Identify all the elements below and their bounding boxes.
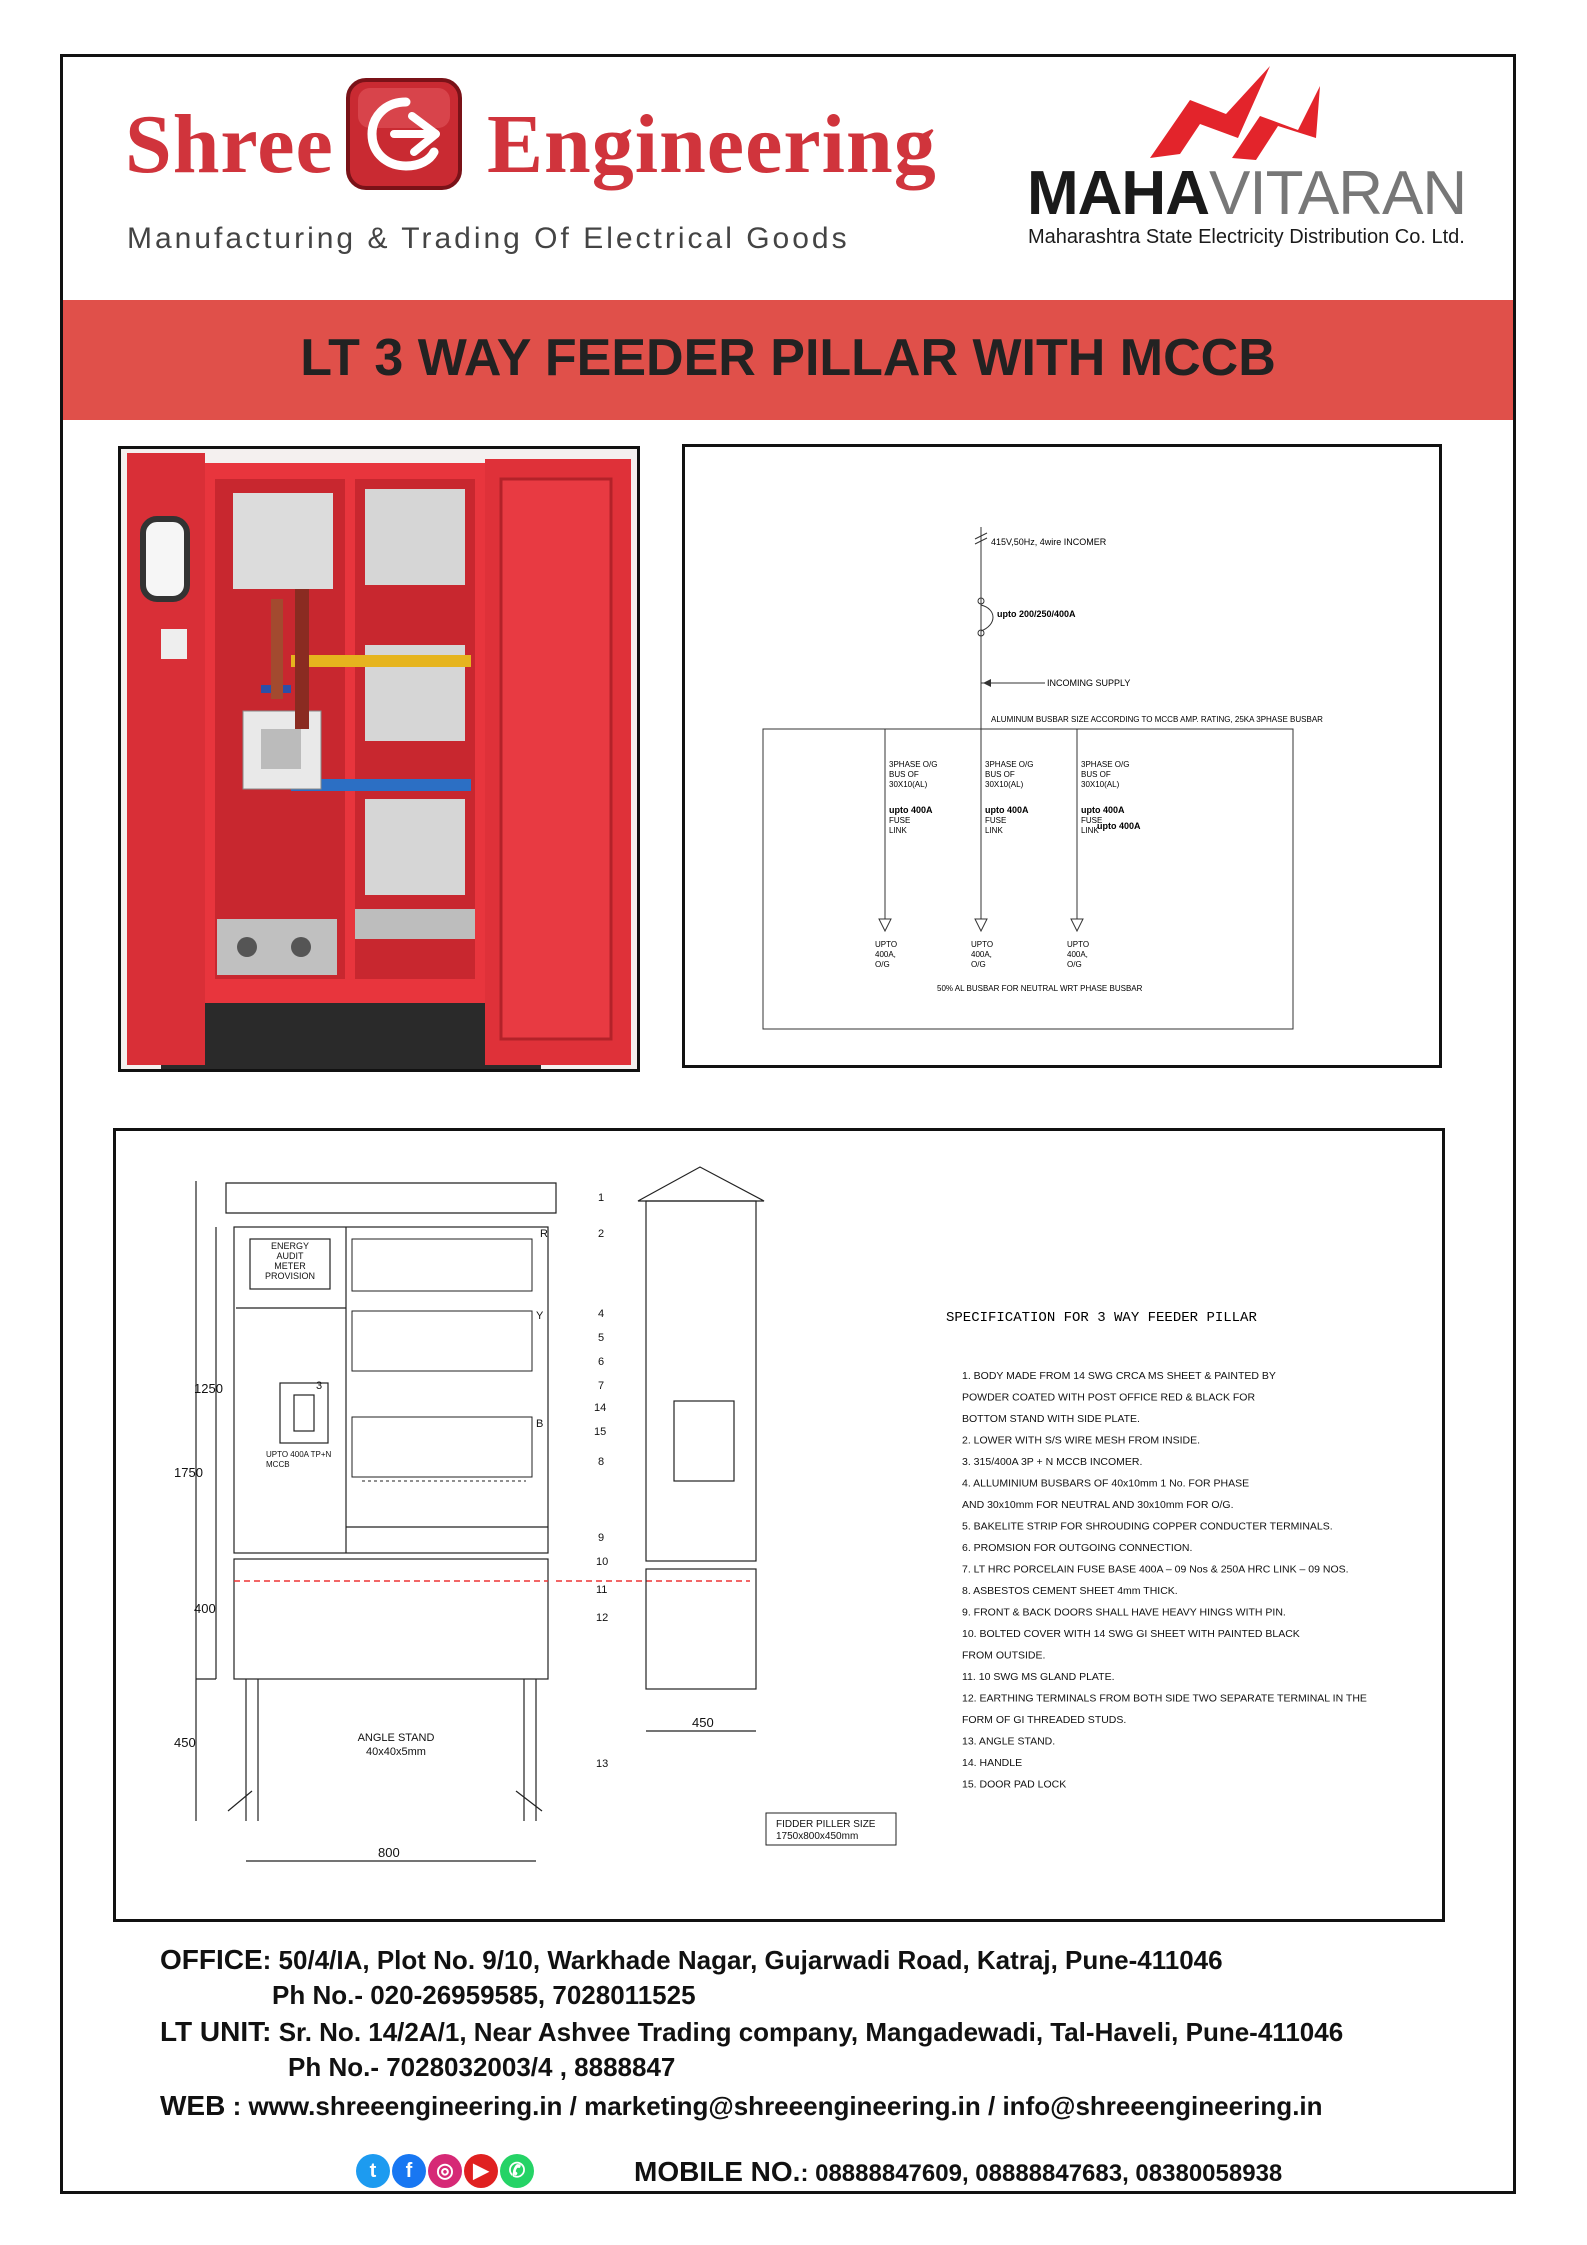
svg-text:8: 8 xyxy=(598,1456,605,1468)
dim-base-height: 400 xyxy=(194,1601,216,1616)
energy-audit-l1: ENERGY xyxy=(270,1241,310,1251)
facebook-icon[interactable]: f xyxy=(392,2154,426,2188)
svg-text:O/G: O/G xyxy=(971,960,986,969)
spec-line: 6. PROMSION FOR OUTGOING CONNECTION. xyxy=(962,1542,1193,1554)
sld-neutral-note: 50% AL BUSBAR FOR NEUTRAL WRT PHASE BUSBAR xyxy=(937,984,1143,993)
lt-unit-address: Sr. No. 14/2A/1, Near Ashvee Trading company, Mangadewadi, Tal-Haveli, Pune-411046 xyxy=(278,2017,1344,2047)
web-label: WEB xyxy=(160,2090,226,2121)
svg-text:O/G: O/G xyxy=(875,960,890,969)
spec-line: 15. DOOR PAD LOCK xyxy=(962,1778,1067,1791)
svg-text:3PHASE O/G: 3PHASE O/G xyxy=(1081,760,1130,769)
svg-text:9: 9 xyxy=(598,1532,605,1544)
svg-text:4: 4 xyxy=(598,1308,605,1320)
engineering-drawing xyxy=(113,1128,1445,1922)
spec-line: FORM OF GI THREADED STUDS. xyxy=(962,1714,1127,1726)
svg-text:10: 10 xyxy=(596,1556,609,1568)
svg-text:UPTO: UPTO xyxy=(1067,940,1090,949)
partner-logo-word-1: MAHA xyxy=(1027,159,1209,228)
energy-audit-l4: PROVISION xyxy=(264,1271,316,1281)
spec-line: BOTTOM STAND WITH SIDE PLATE. xyxy=(962,1413,1140,1425)
spec-line: 10. BOLTED COVER WITH 14 SWG GI SHEET WITH PAINTED BLACK xyxy=(962,1628,1300,1640)
lt-unit-label: LT UNIT: xyxy=(160,2016,272,2047)
svg-text:7: 7 xyxy=(598,1380,605,1392)
feeder-pillar-illustration xyxy=(121,449,637,1069)
lt-unit-row xyxy=(160,2016,1343,2048)
svg-text:3: 3 xyxy=(316,1380,323,1392)
svg-text:11: 11 xyxy=(596,1584,608,1596)
sld-breaker: upto 200/250/400A xyxy=(997,609,1076,619)
svg-text:O/G: O/G xyxy=(1067,960,1082,969)
spec-list xyxy=(962,1370,1367,1791)
spec-line: 11. 10 SWG MS GLAND PLATE. xyxy=(962,1671,1115,1683)
svg-text:3PHASE O/G: 3PHASE O/G xyxy=(985,760,1034,769)
spec-line: 8. ASBESTOS CEMENT SHEET 4mm THICK. xyxy=(962,1585,1178,1597)
dim-width: 800 xyxy=(378,1845,400,1860)
svg-text:FUSE: FUSE xyxy=(1081,816,1103,825)
svg-text:30X10(AL): 30X10(AL) xyxy=(1081,780,1120,789)
spec-line: 2. LOWER WITH S/S WIRE MESH FROM INSIDE. xyxy=(962,1434,1201,1447)
spec-title: SPECIFICATION FOR 3 WAY FEEDER PILLAR xyxy=(946,1310,1257,1326)
brand-word-1: Shree xyxy=(125,98,334,191)
callout-numbers xyxy=(316,1192,608,1770)
mccb-label-l1: UPTO 400A TP+N xyxy=(266,1450,332,1459)
svg-text:FUSE: FUSE xyxy=(889,816,911,825)
spec-line: 14. HANDLE xyxy=(962,1757,1023,1769)
mobile-label: MOBILE NO. xyxy=(634,2156,801,2187)
svg-text:upto 400A: upto 400A xyxy=(1081,805,1125,815)
svg-text:1750x800x450mm: 1750x800x450mm xyxy=(776,1831,859,1842)
svg-text:BUS OF: BUS OF xyxy=(985,770,1015,779)
svg-text:30X10(AL): 30X10(AL) xyxy=(889,780,928,789)
partner-logo-word-2: VITARAN xyxy=(1208,159,1467,228)
tagline: Manufacturing & Trading Of Electrical Goods xyxy=(127,222,850,255)
spec-line: 3. 315/400A 3P + N MCCB INCOMER. xyxy=(962,1456,1143,1468)
spec-line: 5. BAKELITE STRIP FOR SHROUDING COPPER CONDUCTER TERMINALS. xyxy=(962,1520,1333,1533)
single-line-diagram xyxy=(682,444,1442,1068)
sld-incoming: INCOMING SUPPLY xyxy=(1047,678,1131,688)
dim-stand-height: 450 xyxy=(174,1735,196,1750)
svg-text:UPTO: UPTO xyxy=(875,940,898,949)
twitter-icon[interactable]: t xyxy=(356,2154,390,2188)
spec-line: 7. LT HRC PORCELAIN FUSE BASE 400A – 09 Nos & 250A HRC LINK – 09 NOS. xyxy=(962,1563,1349,1576)
svg-text:30X10(AL): 30X10(AL) xyxy=(985,780,1024,789)
svg-text:LINK: LINK xyxy=(889,826,907,835)
size-box xyxy=(766,1813,896,1845)
mccb-label-l2: MCCB xyxy=(266,1460,290,1469)
web-row xyxy=(160,2090,1323,2122)
office-phone: Ph No.- 020-26959585, 7028011525 xyxy=(272,1980,696,2010)
svg-text:FIDDER PILLER SIZE: FIDDER PILLER SIZE xyxy=(776,1819,876,1830)
svg-text:FUSE: FUSE xyxy=(985,816,1007,825)
brand-word-2: Engineering xyxy=(487,98,937,191)
lt-unit-phone: Ph No.- 7028032003/4 , 8888847 xyxy=(288,2052,676,2082)
page-title: LT 3 WAY FEEDER PILLAR WITH MCCB xyxy=(300,329,1276,387)
spec-line: 12. EARTHING TERMINALS FROM BOTH SIDE TWO SEPARATE TERMINAL IN THE xyxy=(962,1692,1367,1705)
product-photo xyxy=(118,446,640,1072)
svg-text:BUS OF: BUS OF xyxy=(1081,770,1111,779)
web-value: : www.shreeengineering.in / marketing@shreeengineering.in / info@shreeengineering.in xyxy=(232,2091,1323,2121)
spec-line: AND 30x10mm FOR NEUTRAL AND 30x10mm FOR O/G. xyxy=(962,1499,1234,1511)
sld-feeder-1 xyxy=(875,760,937,969)
brand-logo-icon xyxy=(344,76,464,192)
svg-text:400A,: 400A, xyxy=(971,950,992,959)
title-banner xyxy=(63,300,1513,420)
phase-r: R xyxy=(540,1228,548,1240)
mobile-row xyxy=(634,2156,1282,2188)
spec-line: 9. FRONT & BACK DOORS SHALL HAVE HEAVY HINGS WITH PIN. xyxy=(962,1606,1286,1619)
spec-line: 4. ALLUMINIUM BUSBARS OF 40x10mm 1 No. FOR PHASE xyxy=(962,1477,1250,1490)
office-row xyxy=(160,1944,1223,1976)
whatsapp-icon[interactable]: ✆ xyxy=(500,2154,534,2188)
sld-extra-rating: upto 400A xyxy=(1097,821,1141,831)
spec-line: 1. BODY MADE FROM 14 SWG CRCA MS SHEET & PAINTED BY xyxy=(962,1370,1276,1382)
spec-line: 13. ANGLE STAND. xyxy=(962,1735,1056,1748)
partner-subtitle: Maharashtra State Electricity Distribution Co. Ltd. xyxy=(1028,226,1465,248)
instagram-icon[interactable]: ◎ xyxy=(428,2154,462,2188)
svg-text:LINK: LINK xyxy=(985,826,1003,835)
energy-audit-l3: METER xyxy=(274,1261,306,1271)
svg-text:15: 15 xyxy=(594,1426,607,1438)
phase-b: B xyxy=(536,1418,544,1430)
stand-label-l2: 40x40x5mm xyxy=(366,1746,426,1758)
svg-text:BUS OF: BUS OF xyxy=(889,770,919,779)
dim-depth: 450 xyxy=(692,1715,714,1730)
svg-text:13: 13 xyxy=(596,1758,609,1770)
sld-feeder-3 xyxy=(1067,760,1141,969)
svg-text:12: 12 xyxy=(596,1612,609,1624)
sld-incomer: 415V,50Hz, 4wire INCOMER xyxy=(991,537,1107,547)
drawing-canvas xyxy=(116,1131,1442,1919)
phase-y: Y xyxy=(536,1310,544,1322)
svg-text:400A,: 400A, xyxy=(1067,950,1088,959)
dim-total-height: 1750 xyxy=(174,1465,203,1480)
svg-text:2: 2 xyxy=(598,1228,605,1240)
mobile-value: : 08888847609, 08888847683, 08380058938 xyxy=(800,2160,1283,2187)
fuse-rows xyxy=(352,1239,532,1481)
svg-text:upto 400A: upto 400A xyxy=(985,805,1029,815)
spec-line: FROM OUTSIDE. xyxy=(962,1649,1046,1662)
svg-text:3PHASE O/G: 3PHASE O/G xyxy=(889,760,938,769)
energy-audit-l2: AUDIT xyxy=(276,1251,304,1261)
svg-text:1: 1 xyxy=(598,1192,605,1204)
sld-feeder-2 xyxy=(971,760,1033,969)
youtube-icon[interactable]: ▶ xyxy=(464,2154,498,2188)
office-address: : 50/4/IA, Plot No. 9/10, Warkhade Nagar, Gujarwadi Road, Katraj, Pune-411046 xyxy=(262,1945,1223,1975)
svg-text:6: 6 xyxy=(598,1356,605,1368)
svg-text:UPTO: UPTO xyxy=(971,940,994,949)
svg-text:5: 5 xyxy=(598,1332,605,1344)
sld-busbar: ALUMINUM BUSBAR SIZE ACCORDING TO MCCB AMP. RATING, 25KA 3PHASE BUSBAR xyxy=(991,715,1323,724)
sld-drawing xyxy=(685,447,1439,1065)
partner-logo-wordmark xyxy=(1027,158,1466,229)
dim-panel-height: 1250 xyxy=(194,1381,223,1396)
svg-text:14: 14 xyxy=(594,1402,607,1414)
stand-label-l1: ANGLE STAND xyxy=(357,1732,435,1744)
svg-text:400A,: 400A, xyxy=(875,950,896,959)
svg-text:LINK: LINK xyxy=(1081,826,1099,835)
spec-line: POWDER COATED WITH POST OFFICE RED & BLACK FOR xyxy=(962,1391,1256,1404)
svg-text:upto 400A: upto 400A xyxy=(889,805,933,815)
office-label: OFFICE xyxy=(160,1944,263,1975)
